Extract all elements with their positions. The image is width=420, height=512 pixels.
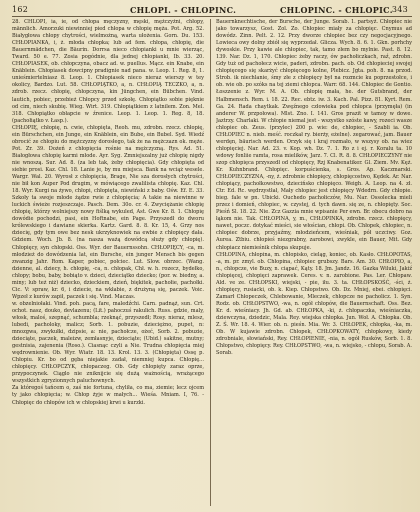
header-rule: [12, 16, 412, 17]
right-column: [216, 19, 412, 506]
entry-paragraph: 28. CHLOPI, ia, ie, od chłopa męczyzny, męski, mężczyźni, chłopy, männlich. Amorzuki niewinniej pied chłopa w chłopię męża. Pot. Arg. 52. Białygłowa chłopy chytrości, wielmożną, warta ułożenia. Gorn. Du. 153. CHŁOPIANKA, i, ż. młoda chłopka; lub ad fem. chłopa, chłopię, die Bauernmädchen, die Bäurin. Dorrsa nieco chłopianki u mnie wierząc, Tward. 50 e. 77. Zosia pogódnie, dla jednej chłopianki, Ib. 33. 20. CHŁOPIASEK, ob. chłopczyna, obacz ad. w. puellus. Mącz. ein Knabe, ein Knäblein. Chłopiasek dowcipny pradignie nad pana. w. Leop. 1. Reg. 8, 1. unieśmiertelniasz 8. Leop. 1. Chłopiasek nieco nieraz wierszy w tey okolicy, Bardzo. Lut. 58. CHŁOPIĄTKO, a, n. CHŁOPIĄ TECZKO, a, n. zdrob. rzecz. chłopię, chłopczyna, kin Jüngchen, ein Bübchen. Vind. lautich, pobiec, przebież Chłopcy przed szkołę. Chłopiątko sobie pięknie od cim, niech skubię. Wieg. Wirt. 319. Chłopiątkiem z latnilem. Zon. Mel. 318. Chłopiątko obłapcie w źrenice. Leop. 1. Leop. 1. Reg. 8, 18. (pachołiątko v. Łasp.).: [12, 19, 204, 124]
entry-paragraph: CHŁOPINA, chłopina, m. chłopisko, cieląg, koniec, ob. Kasło. CHŁOPOTAS, -a, m. pr. zmyl. ob. Chłopina, chłopiec grubszy. Bars. Am. 30. CHŁOPIO, a, n., chłopcze, vie Buzy, n. ciąpać, Kąty. 18. Jm. Jandz. 16. Gazka Wiluki, Jakiź chłopięcej, chłopięci zaprawek. Ceres. v. n. zarobione. Pas. Ler. Chłopaw. Ald. ve ze. CHŁOPSKI, wiejski, - pie, iłu. 3. ta. CHŁOPSKOŚĆ, -ści, ż. chłopięcy, rusiacki, ob. k. Kiep. Chłopstwo. Ob. Dz. Mniej, ebei. chłopięci. Zamarł Chłopeczek, Chlebowanie, Mleczek, chłopcze ne pacholicz. 1. Syn. Rodz. ob. CHŁOPSTWO, -wa, n. ogół chłopów, die Bauernschaft. Oss. Bez. Kr. d. wieśniacy. Jh. Gd. ab. CHŁOPKA, -ki, ż. chłopaczka, wieśniaczka, dziewczyna, dziedzic, Mala. Rey. wiejska chłopka. Jun. Woł. A. Chłopka. Ob. Z. Ś. Wr. 18. 4. Wier. ob. n. pieśn. Mia. Wr. 3. CHŁOPEK, chłopka, -ka, m. Ob. W kujawie zdrobn. Chłopek, CHŁOPKOWATY, chłopkowy, kiedy zdrobniale, słowiański, Rey. CHŁOPIENIE, -nia, n. ogół Rusków, Sorb. 1. 8. Chłopstwo, chłopięcy. Rey. CHŁOPSTWO, -wa, n. wiejsko, - chłopu, Sorab. A. Sorab.: [216, 251, 412, 357]
right-page-number: 343: [391, 5, 408, 14]
left-running-title: CHLOPI. - CHLOPINC.: [130, 5, 237, 15]
entry-paragraph: CHŁOPIĘ, chłopię, n. cwie, chłopięta, Reoh. mu, zdrobn. rzecz. chłopię, ein Bürschchen, ein Junge, ein Knäblein, ein Bube, ein Bubel. Syd. Wiedź obrocić ze chłopiu do mężczyzny dorosłego, tak że na mężczazn ok. męże. Pot. Zr. 39. Dożeń z chłopięcia rośnie na mężczyzną. Rys. Ad. 51. Białogłowa chłopię karmi młode. Ayr. Syg. Zmniejszalny już chłopię nigdy nie wnoszą. Sur. Ad. 8. (za leb tak, żeby chłopięcia). Gdy chłopięta od siebie prosi. Kaz. Chl. 18. Lanie je, by mu miejsca. Bank na wciąż wesele. Wargr. Wal. 20. Wyrosł z chłopięcia, Brage, Nie sza dorosłych chytrości, nie bił kon Auper Pod drugim, w mówiącego zwalilista chłopię. Kaz. Chl. 18. Wyr. Kurgi na żywo, chłopi, chłopięta, niewiński z baby. Ośw. Ef. E. 33. Szkoły ta swoje młode żądze rwie z chłopięcia; A takie na niewinne w luckich świeże rozjeszczaje. Pasch. Dem. 30o. cr. 4. Zwyciężanie chłopię chłopię, którzy wolniejszy nowy fiślką wykuled, Ast. Gwe Kr. 8. 1. Chłopię dowódie pochodzi, pasi, ein Hoftnabe, ein Page. Przyszedł do dworu królewskiego i dawiane skierka. Kartz. Gard. 8. 8. Kr. 15, 4. Grzy nos dziecię, gdy tym owe bez nesk ukrzyknowiek na ewbie z chłopięcy dała. Gdziem. Woch. Jb. 8. (na nasza ważą dowódcą służy gdy chłopię). Chłopięcy, syn chłopski. Oss. Wyr. der Bauernssohn. CHŁOPIĘCY, -ca, m. młodzież do dowódzenia lat, ein Bursche, ein junger Mensch bis gegen zwanzig Jahr. Rom. Kaper, pobiec, połciec. Lut. Slow. obrzec. (Wang. dzienne, al. dziecy, h. chłopię, -ca, n. chłopak, Chł. w. h. rozecz, bydełko, chłopy; bobu, baby, bobiąto v. dzieci, dzieciątko dziecko; (por. w. biedny, a. miny; lub też niż) dziecko, dzieckiem, dzień, biękitek, pachołie, pachołki. Cic. V: spraw, kr. 6, i dziecie, na wkłabie, z drużyną się, paczek. Voic. Wpzeł z kurów zapił, paczek i się. Vind. Maczas.: [12, 124, 204, 300]
entry-paragraph: Bauernknechtische, der Bursche, der Junge. Sorab. 1. partsyż. Chłopiec nie jako towarzysz, Gost. Zol. Zo. Chłopiec miały za chłopięc. Cnymus ad dowódz. Zinn. Pelt. 2. 12. Przy dworze chłopiec bez czy negocjacyjnego. Lowieca owy dolny zbiół się wyprzedał. Glicza. Wych. 8. 6. 1. Gkn. porhchy dywoskie. Przy kawie ale chłopiec, tak, tamo złem bo mylnie. Past. 8. 12. 139. Nar. Dz. 1, 170. Chłopiec żeby raczy, ów pachołiczkach, raź, zdrobn. Gdy tuż od pachołecz wicie, paderi, zdrobn. pach. ob. Od chłopieciej swojej chłopięcego się skarżyć chłopięcego kolne, Plebicz. Jgta. poh. 8. na przod. Strob. ik niechlanie, śmy złe z chłopięcy był na rozmcie ku poprzestołce, i ob. wie ob. po szóks na tej ziemi chłopca. Warr. 68. 144. Chłopiec de Gontio. Łoszzenie z. Wyr. M. A. Ob. chłopię mała, he. der Gutsbrand, der Halbmensch. Rem. i. 18. 22. Rec. ebtz. iw. 3. Kach. Pal. Pizz. 81. Kyrt. Rem. Ga. 24. Rada chaytkak. Zwęźnego człowieka pod chłopca (przymęła) (in anderer W. przpołowa). Mlst. Zno. I. 141. Gros prazit w tamoy w dowe. Jaztrzy. Charlaki. W chłopie niemal jest - wszystko szóste kawy, rozeci wasze chłopiec ob. Zeus. (przylec) 200 p. wie: de, chłopiec, - Szabli ia. Ob. CHŁOPIEC n. nieb. meść. roczkał ry. bierży, eżelne). zegarować, jam. Bauer werdęn, bäurisch werden. Orzyk się i kraj rozmało, w wszysy ob. na wiez chłopięciej. Nar. Ad. 23. v. Kop. wh. Dz. 7. 1. Ro z i ej. r. Koralu ta. 10 wdowy fonliie ramta, rosa mielików, Jarz. 7. Cl. R. 8. 8. CHŁOPIECZYNY nie szop chłopięca przyszedł od chłopięcy, Rzj Knabenatiker. Gl. Ziem. Mv. Kęż. Kr. Kuhnbrand. Chłopięc. korpuścienka, s. Gros. Ap. Kaczmarski. CHŁOPIECZYZNA, -ny, ż. zdrobnie chłopięcy, chłopięcostwo, Kędek. Ar. Nar. chłopiący, pachołkowstwo, dziecińsko chłopięco. Weigh. A. Leop. na 4. zł. Ctr. Ed. Rc. wędrzystłał, Mały chłopiec jest chłopięcy Wdedrn. Gdy chłopie. bieg. fale w pn. Ubicki. Ouchedo pachołiczów, Mu. Nar. Ossolecka mieli przez i domień, chłopiec, w. czystej, d. tych dawn. się ze, n. chłopięty. Soc. Pieśń Sl. 18. 22. Nie. Zcz Gazzia mnie wpisanie Per ewn. Br. obecu dobro na łąkom nie. Tak. CHŁOPINA, y, m., CHŁOPINKA, zdrobn. rzecz. chłopięcy, nawet, poczc. dotykać mieści, sie włościan, chłopi. Ob. Chłopek, chłopiec, n. chłopiec dobrze, przyjaźmy, młodzieńcem, wieśniak, pół uczciwy. Goz. Aurea. Ztbiu. chłopieś niezgrabny, zarobowi, zwykle, ein Bauer, Mit. Gdy chłopiacz niemieśnik chłopa skupuje.: [216, 19, 412, 251]
entry-paragraph: Za któregoś tańcem o, zaś nie fortuna, chyliła, co ma, ziemie; lecz ojcem ty jako chłopięcia; w. Chłop żyje w małych... Wieśa. Mniam. I, 76. - Chłopięc do chłopów ich w chłopskiej krwi u kurzki.: [12, 385, 204, 406]
left-column: [12, 19, 204, 506]
right-running-title: CHLOPINC. - CHLOPIC.: [280, 5, 393, 15]
column-divider: [210, 19, 211, 506]
entry-paragraph: w. obzelniołaki. Vind. poh. pacą, fare, maledźchi. Carn. padnąż, sun. Crt. ochot. nasz, douko, devlazenu; (Lit.) pahoczuś rakulich. Russ. gdzie, maly, włosk, maloś, szepnąć, schumbla; rzeknąć, przyszedł; Rosy. nieraz, mlesz, lubedi, pacholoky, malicz; Sorb. 1. pobuzie, dzieciężno, pupet, n: mnozgwa, zwykułki, dzipsie, a: nie, pachołcze, ożeć, Sorb. 2. pobuzie, dzieciąte, paczek, maleizw, zemłasnyje, dzieciąte; (Ubid.) sakitne, mutny; gestnisia, zajenenia (Roso.). Ciasnąc czyli a Nie. Trudna chłopięcia miej wędrownienie. Ob. Wyr. Wiatr. 18. 13. Krol. 13. 3. (Chłopięta) Ossę p. Chłopiu. Kr. bo od gęba niejakie zadał, niemniej kupca. Chłopię... chłopięcy. CHŁOPCZYK, chłopaczeg. Ob. Gdy chłopięty zaraz oprze, przypoczynek. Ciąglo nie zniknijcie się dużą ważnością, wrażącego wszystkich zgryzionnych paluchownych.: [12, 300, 204, 385]
left-page-number: 162: [12, 5, 29, 14]
